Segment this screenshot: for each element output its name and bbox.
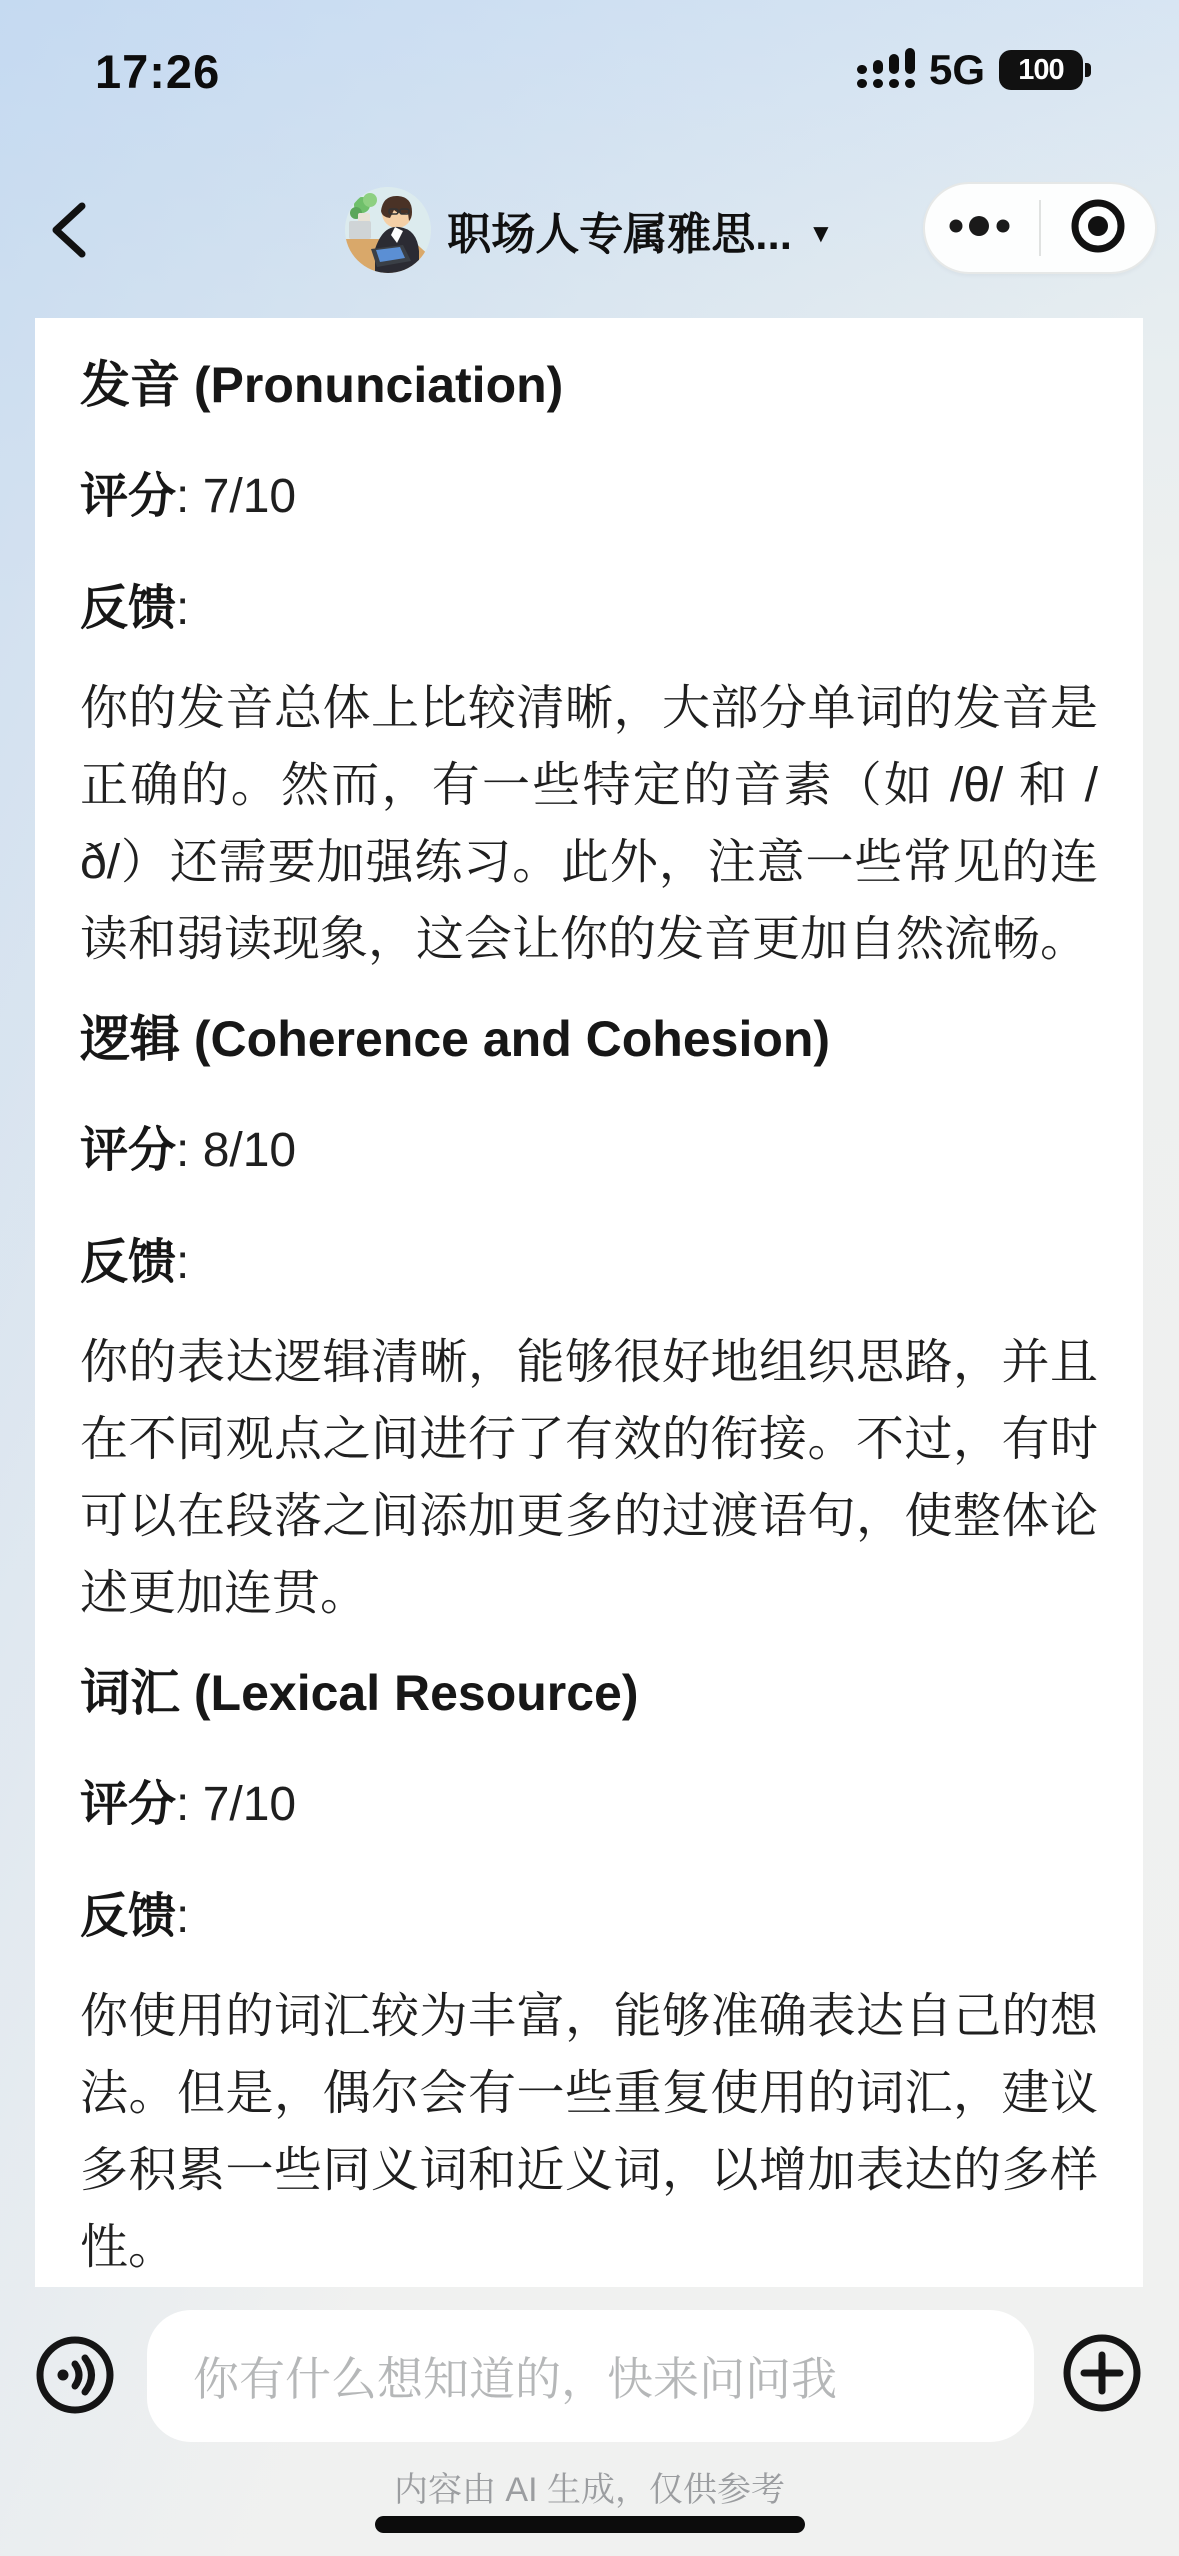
- capsule-close-button[interactable]: [1041, 184, 1155, 272]
- score-label: 评分: [80, 1124, 177, 1177]
- feedback-label: 反馈: [80, 1890, 177, 1943]
- message-input[interactable]: [147, 2310, 1034, 2442]
- battery-percent: 100: [1018, 53, 1064, 86]
- add-button[interactable]: [1062, 2333, 1142, 2413]
- miniprogram-capsule: [923, 182, 1157, 274]
- feedback-colon: :: [176, 582, 190, 635]
- chevron-down-icon: ▼: [807, 217, 834, 248]
- score-value: : 8/10: [176, 1124, 297, 1177]
- feedback-paragraph-pronunciation: 你的发音总体上比较清晰，大部分单词的发音是正确的。然而，有一些特定的音素（如 /θ/ 和 /ð/）还需要加强练习。此外，注意一些常见的连读和弱读现象，这会让你的发音更加自然流畅。: [80, 682, 1098, 966]
- battery-nub: [1085, 63, 1091, 77]
- ai-message-card: [35, 318, 1143, 2287]
- status-bar: [0, 44, 1179, 104]
- voice-input-button[interactable]: [35, 2335, 115, 2415]
- feedback-label-line: [80, 1886, 1098, 1948]
- score-line: [80, 1120, 1098, 1182]
- voice-wave-icon: [35, 2402, 115, 2419]
- score-label: 评分: [80, 1778, 177, 1831]
- ai-disclaimer: 内容由 AI 生成，仅供参考: [393, 2471, 786, 2509]
- more-options-button[interactable]: [925, 184, 1039, 272]
- input-zone: [0, 2287, 1179, 2556]
- nav-bar: [0, 182, 1179, 278]
- section-heading-pronunciation: 发音 (Pronunciation): [80, 357, 564, 413]
- section-heading-coherence: 逻辑 (Coherence and Cohesion): [80, 1011, 831, 1067]
- plus-circle-icon: [1062, 2400, 1142, 2417]
- feedback-paragraph-lexical: 你使用的词汇较为丰富，能够准确表达自己的想法。但是，偶尔会有一些重复使用的词汇，建议多积累一些同义词和近义词，以增加表达的多样性。: [80, 1990, 1098, 2274]
- score-value: : 7/10: [176, 470, 297, 523]
- feedback-colon: :: [176, 1236, 190, 1289]
- chat-title: 职场人专属雅思...: [447, 210, 792, 259]
- cellular-signal-icon: [857, 48, 915, 93]
- feedback-label-line: [80, 578, 1098, 640]
- more-dots-icon: [947, 214, 1017, 243]
- score-line: [80, 466, 1098, 528]
- network-type-label: 5G: [928, 46, 985, 93]
- target-circle-icon: [1070, 198, 1126, 259]
- score-label: 评分: [80, 470, 177, 523]
- feedback-label-line: [80, 1232, 1098, 1294]
- home-indicator: [375, 2516, 805, 2533]
- feedback-colon: :: [176, 1890, 190, 1943]
- score-line: [80, 1774, 1098, 1836]
- status-time: 17:26: [95, 45, 221, 98]
- section-heading-lexical: 词汇 (Lexical Resource): [80, 1665, 639, 1721]
- battery-icon: [999, 50, 1083, 90]
- avatar: [345, 187, 431, 273]
- status-icons: [857, 46, 1083, 94]
- input-placeholder: 你有什么想知道的，快来问问我: [193, 2353, 837, 2405]
- score-value: : 7/10: [176, 1778, 297, 1831]
- feedback-paragraph-coherence: 你的表达逻辑清晰，能够很好地组织思路，并且在不同观点之间进行了有效的衔接。不过，有时可以在段落之间添加更多的过渡语句，使整体论述更加连贯。: [80, 1336, 1098, 1620]
- feedback-label: 反馈: [80, 1236, 177, 1289]
- feedback-label: 反馈: [80, 582, 177, 635]
